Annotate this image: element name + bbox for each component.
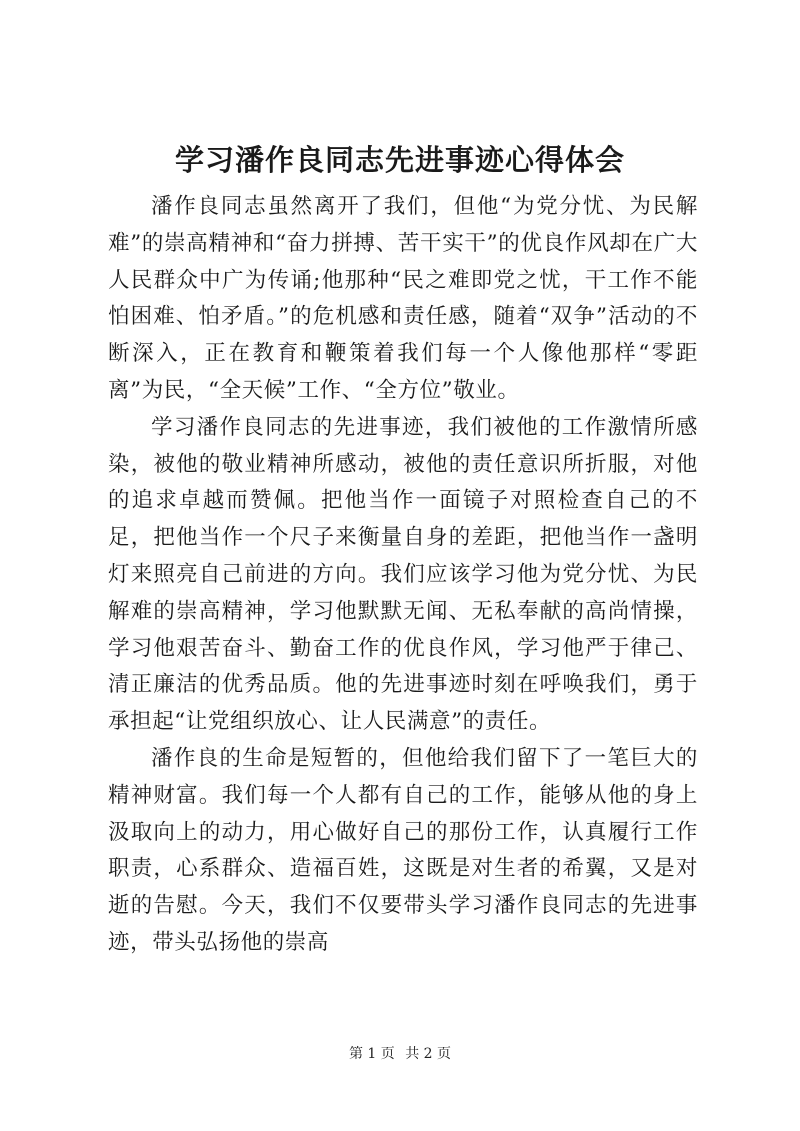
- paragraph-3: 潘作良的生命是短暂的，但他给我们留下了一笔巨大的精神财富。我们每一个人都有自己的工作，能够从他的身上汲取向上的动力，用心做好自己的那份工作，认真履行工作职责，心系群众、造福百姓，这既是对生者的希翼，又是对逝的告慰。今天，我们不仅要带头学习潘作良同志的先进事迹，带头弘扬他的崇高: [108, 745, 698, 955]
- document-body: [108, 189, 698, 962]
- page-footer: [0, 1044, 800, 1064]
- page-total: 共 2 页: [405, 1046, 452, 1062]
- document-title: 学习潘作良同志先进事迹心得体会: [174, 143, 625, 177]
- page-number: 第 1 页: [348, 1046, 395, 1062]
- paragraph-1: 潘作良同志虽然离开了我们，但他“为党分忧、为民解难”的崇高精神和“奋力拼搏、苦干实干”的优良作风却在广大人民群众中广为传诵;他那种“民之难即党之忧，干工作不能怕困难、怕矛盾。”的危机感和责任感，随着“双争”活动的不断深入，正在教育和鞭策着我们每一个人像他那样“零距离”为民，“全天候”工作、“全方位”敬业。: [108, 194, 698, 403]
- paragraph-2: 学习潘作良同志的先进事迹，我们被他的工作激情所感染，被他的敬业精神所感动，被他的责任意识所折服，对他的追求卓越而赞佩。把他当作一面镜子对照检查自己的不足，把他当作一个尺子来衡量自身的差距，把他当作一盏明灯来照亮自己前进的方向。我们应该学习他为党分忧、为民解难的崇高精神，学习他默默无闻、无私奉献的高尚情操，学习他艰苦奋斗、勤奋工作的优良作风，学习他严于律己、清正廉洁的优秀品质。他的先进事迹时刻在呼唤我们，勇于承担起“让党组织放心、让人民满意”的责任。: [108, 414, 698, 735]
